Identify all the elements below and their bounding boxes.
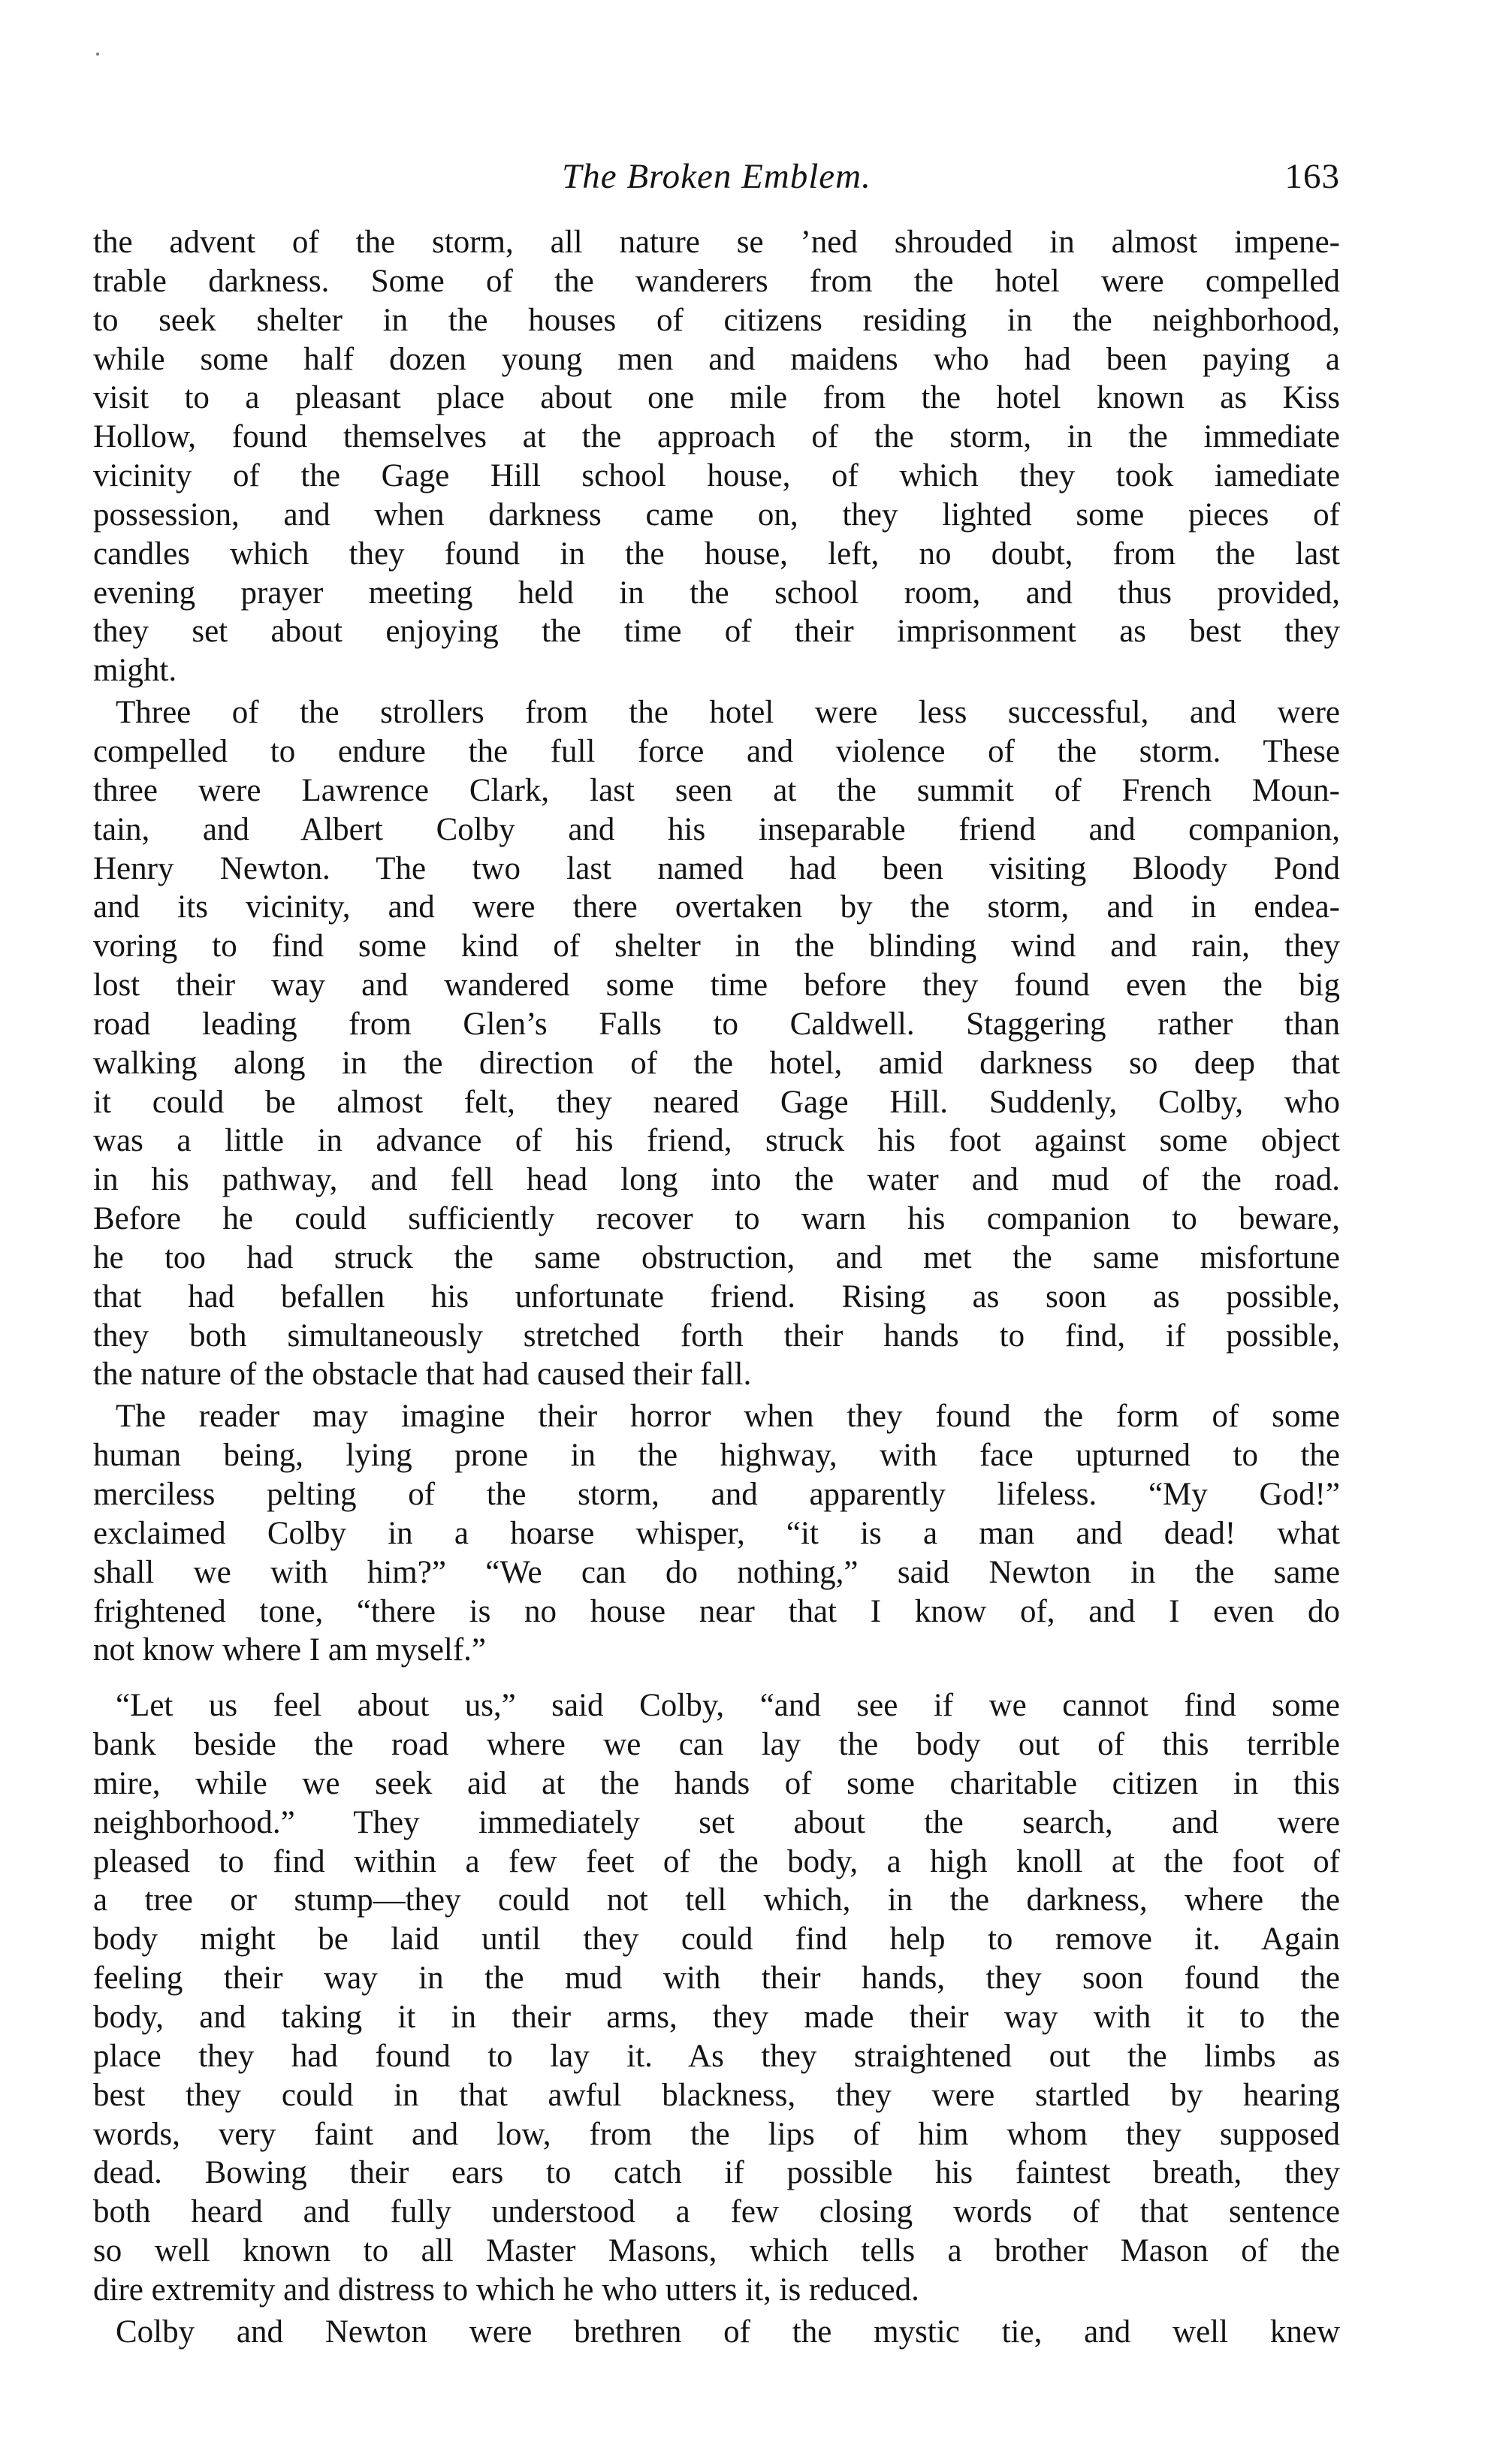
text-line: visit to a pleasant place about one mile from the hotel known as Kiss (93, 380, 1340, 416)
text-line: they set about enjoying the time of their imprisonment as best they (93, 614, 1340, 650)
text-line: words, very faint and low, from the lips of him whom they supposed (93, 2116, 1340, 2152)
text-line: might. (93, 653, 177, 689)
text-line: both heard and fully understood a few closing words of that sentence (93, 2194, 1340, 2230)
text-line: body might be laid until they could find help to remove it. Again (93, 1921, 1340, 1957)
text-line: was a little in advance of his friend, struck his foot against some object (93, 1123, 1340, 1159)
paragraph-3 (93, 1397, 1340, 1670)
page-body (93, 223, 1340, 2352)
text-line: voring to find some kind of shelter in the blinding wind and rain, they (93, 928, 1340, 964)
text-line: that had befallen his unfortunate friend. Rising as soon as possible, (93, 1278, 1340, 1315)
text-line: human being, lying prone in the highway, with face upturned to the (93, 1438, 1340, 1474)
text-line: the nature of the obstacle that had caused their fall. (93, 1357, 752, 1393)
text-line: bank beside the road where we can lay the body out of this terrible (93, 1727, 1340, 1763)
running-title: The Broken Emblem. (562, 157, 871, 196)
text-line: shall we with him?” “We can do nothing,” said Newton in the same (93, 1554, 1340, 1590)
text-line: three were Lawrence Clark, last seen at the summit of French Moun- (93, 772, 1340, 808)
text-line: pleased to find within a few feet of the body, a high knoll at the foot of (93, 1843, 1340, 1879)
text-line: place they had found to lay it. As they straightened out the limbs as (93, 2038, 1340, 2074)
text-line: while some half dozen young men and maidens who had been paying a (93, 341, 1340, 377)
text-line: best they could in that awful blackness, they were startled by hearing (93, 2077, 1340, 2113)
text-line: to seek shelter in the houses of citizens residing in the neighborhood, (93, 302, 1340, 338)
text-line: vicinity of the Gage Hill school house, of which they took iamediate (93, 458, 1340, 494)
text-line: lost their way and wandered some time before they found even the big (93, 967, 1340, 1004)
text-line: it could be almost felt, they neared Gage Hill. Suddenly, Colby, who (93, 1084, 1340, 1120)
text-line: Henry Newton. The two last named had been visiting Bloody Pond (93, 850, 1340, 886)
stray-ink-mark (96, 53, 99, 56)
text-line: “Let us feel about us,” said Colby, “and see if we cannot find some (116, 1688, 1340, 1724)
text-line: he too had struck the same obstruction, and met the same misfortune (93, 1239, 1340, 1275)
text-line: evening prayer meeting held in the school room, and thus provided, (93, 575, 1340, 611)
paragraph-4 (93, 1686, 1340, 2310)
text-line: so well known to all Master Masons, which tells a brother Mason of the (93, 2233, 1340, 2269)
text-line: not know where I am myself.” (93, 1632, 487, 1668)
text-line: frightened tone, “there is no house near that I know of, and I even do (93, 1593, 1340, 1629)
text-line: dead. Bowing their ears to catch if possible his faintest breath, they (93, 2155, 1340, 2191)
text-line: feeling their way in the mud with their hands, they soon found the (93, 1960, 1340, 1997)
text-line: candles which they found in the house, left, no doubt, from the last (93, 536, 1340, 572)
text-line: exclaimed Colby in a hoarse whisper, “it is a man and dead! what (93, 1515, 1340, 1551)
text-line: a tree or stump—they could not tell which, in the darkness, where the (93, 1882, 1340, 1918)
running-header (93, 150, 1340, 203)
text-line: walking along in the direction of the hotel, amid darkness so deep that (93, 1045, 1340, 1081)
text-line: possession, and when darkness came on, they lighted some pieces of (93, 497, 1340, 533)
text-line: Colby and Newton were brethren of the mystic tie, and well knew (116, 2314, 1340, 2350)
text-line: body, and taking it in their arms, they made their way with it to the (93, 1999, 1340, 2035)
paragraph-2 (93, 693, 1340, 1394)
paragraph-1 (93, 223, 1340, 690)
text-line: compelled to endure the full force and violence of the storm. These (93, 733, 1340, 769)
text-line: mire, while we seek aid at the hands of some charitable citizen in this (93, 1765, 1340, 1801)
text-line: the advent of the storm, all nature se ’ned shrouded in almost impene- (93, 225, 1340, 260)
paragraph-5 (93, 2313, 1340, 2352)
text-line: Before he could sufficiently recover to warn his companion to beware, (93, 1201, 1340, 1237)
text-line: The reader may imagine their horror when they found the form of some (116, 1399, 1340, 1435)
text-line: trable darkness. Some of the wanderers from the hotel were compelled (93, 263, 1340, 299)
text-line: and its vicinity, and were there overtaken by the storm, and in endea- (93, 889, 1340, 925)
text-line: Three of the strollers from the hotel were less successful, and were (116, 695, 1340, 731)
text-line: dire extremity and distress to which he who utters it, is reduced. (93, 2271, 919, 2308)
text-line: tain, and Albert Colby and his inseparable friend and companion, (93, 811, 1340, 847)
text-line: they both simultaneously stretched forth their hands to find, if possible, (93, 1318, 1340, 1354)
page-number: 163 (1284, 157, 1340, 196)
text-line: road leading from Glen’s Falls to Caldwell. Staggering rather than (93, 1006, 1340, 1042)
text-line: merciless pelting of the storm, and apparently lifeless. “My God!” (93, 1477, 1340, 1512)
text-line: in his pathway, and fell head long into the water and mud of the road. (93, 1162, 1340, 1198)
text-line: Hollow, found themselves at the approach of the storm, in the immediate (93, 419, 1340, 455)
text-line: neighborhood.” They immediately set about the search, and were (93, 1804, 1340, 1840)
